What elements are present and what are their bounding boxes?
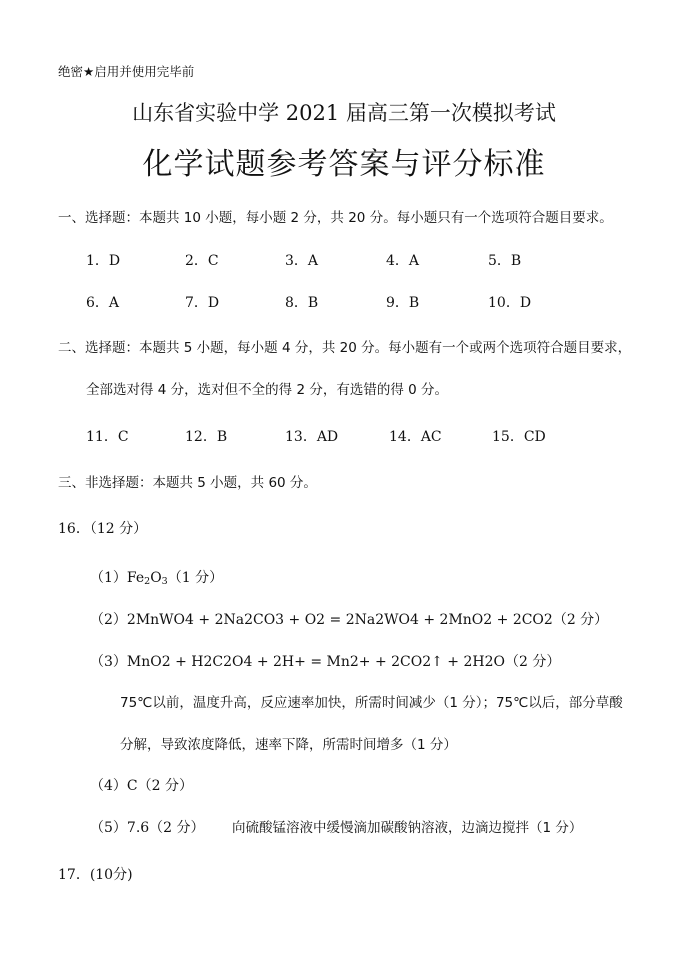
answer-item: 14．AC (389, 429, 442, 445)
answer-item: 9．B (386, 295, 420, 311)
answer-item: 7．D (185, 295, 220, 311)
q16-part1-text: （1）Fe (90, 570, 145, 586)
q16-part3-explanation-line2: 分解，导致浓度降低，速率下降，所需时间增多（1 分） (120, 737, 457, 753)
q16-part3-explanation-line1: 75℃以前，温度升高，反应速率加快，所需时间减少（1 分）；75℃以后，部分草酸 (120, 695, 623, 711)
answer-item: 8．B (285, 295, 319, 311)
question17-label: 17．(10分) (58, 867, 133, 883)
section2-heading-line2: 全部选对得 4 分，选对但不全的得 2 分，有选错的得 0 分。 (86, 382, 449, 398)
school-exam-title: 山东省实验中学 2021 届高三第一次模拟考试 (132, 101, 556, 125)
answer-item: 5．B (488, 253, 522, 269)
question16-label: 16．（12 分） (58, 521, 148, 537)
answer-item: 4．A (386, 253, 420, 269)
answer-item: 13．AD (285, 429, 339, 445)
section3-heading: 三、非选择题：本题共 5 小题，共 60 分。 (58, 475, 317, 491)
q16-part1 (90, 569, 223, 591)
answer-item: 1．D (86, 253, 121, 269)
answer-item: 6．A (86, 295, 120, 311)
answer-item: 15．CD (492, 429, 546, 445)
q16-part5-answer: （5）7.6（2 分） (90, 820, 205, 836)
answer-item: 12．B (185, 429, 228, 445)
answer-item: 2．C (185, 253, 219, 269)
q16-part3: （3）MnO2 + H2C2O4 + 2H+ = Mn2+ + 2CO2↑ + 2H2O（2 分） (90, 654, 561, 670)
q16-part1-text: O (150, 570, 162, 586)
q16-part1-text: （1 分） (167, 570, 224, 586)
confidential-mark: 绝密★启用并使用完毕前 (58, 64, 195, 79)
answer-item: 10．D (488, 295, 532, 311)
answer-item: 11．C (86, 429, 129, 445)
section2-heading-line1: 二、选择题：本题共 5 小题，每小题 4 分，共 20 分。每小题有一个或两个选项符合题目要求， (58, 340, 632, 356)
subscript: 2 (144, 576, 151, 587)
q16-part4: （4）C（2 分） (90, 778, 193, 794)
section1-heading: 一、选择题：本题共 10 小题，每小题 2 分，共 20 分。每小题只有一个选项符合题目要求。 (58, 210, 613, 226)
q16-part5-method: 向硫酸锰溶液中缓慢滴加碳酸钠溶液，边滴边搅拌（1 分） (232, 820, 583, 836)
document-title: 化学试题参考答案与评分标准 (142, 147, 546, 182)
subscript: 3 (161, 576, 168, 587)
answer-item: 3．A (285, 253, 319, 269)
q16-part2: （2）2MnWO4 + 2Na2CO3 + O2 = 2Na2WO4 + 2MnO2 + 2CO2（2 分） (90, 612, 609, 628)
